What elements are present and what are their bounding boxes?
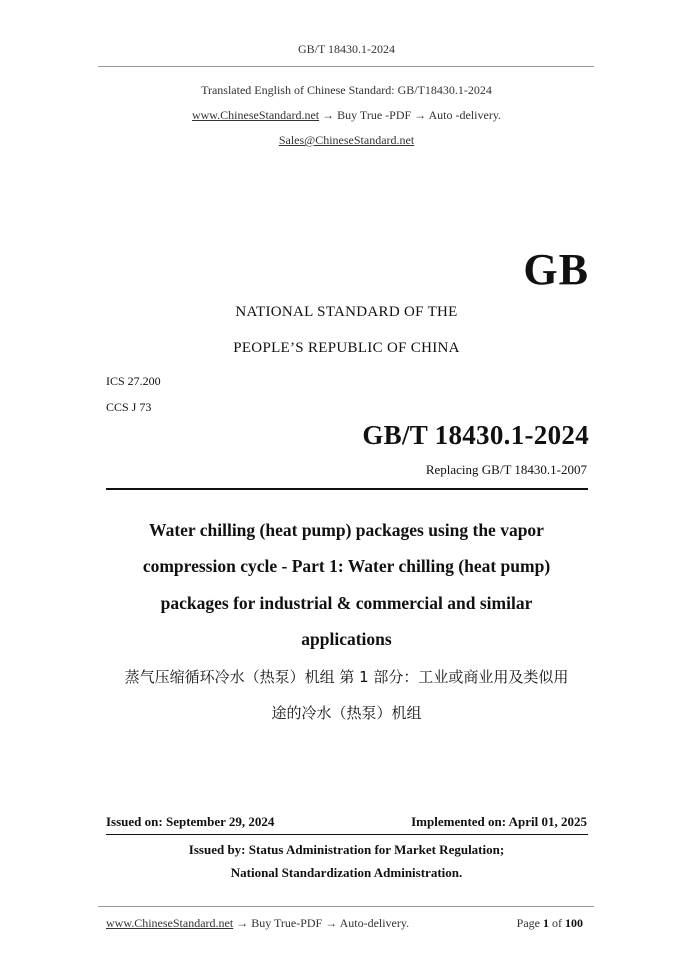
of-label: of [552,916,562,930]
issued-date: Issued on: September 29, 2024 [106,814,275,829]
chinese-title-line-1: 蒸气压缩循环冷水（热泵）机组 第 1 部分：工业或商业用及类似用 [124,668,569,686]
title-line-1: Water chilling (heat pump) packages using the vapor [149,520,544,540]
purchase-notice [0,108,693,123]
title-divider [106,488,588,490]
footer-divider [98,906,594,907]
ics-code: ICS 27.200 [106,374,161,388]
chinese-title-line-2: 途的冷水（热泵）机组 [271,704,422,722]
national-standard-line1: NATIONAL STANDARD OF THE [235,304,458,320]
standard-number: GB/T 18430.1-2024 [362,420,589,450]
header-divider [98,66,594,67]
footer-purchase-text: → Buy True-PDF → Auto-delivery. [236,916,410,930]
site-link[interactable]: www.ChineseStandard.net [191,108,320,122]
purchase-notice-text: → Buy True -PDF → Auto -delivery. [322,108,502,122]
page-indicator [517,916,583,931]
page-number: 1 [543,916,549,930]
dates-divider [106,834,588,835]
gb-logo: GB [523,245,589,294]
sales-email-link[interactable]: Sales@ChineseStandard.net [278,133,415,147]
ccs-code: CCS J 73 [106,400,152,414]
title-line-2: compression cycle - Part 1: Water chilling (heat pump) [142,556,551,576]
footer-purchase-line [106,916,409,931]
implemented-date: Implemented on: April 01, 2025 [411,814,587,829]
translation-notice: Translated English of Chinese Standard: GB/T18430.1-2024 [201,83,492,97]
issued-by-line2: National Standardization Administration. [230,865,463,880]
issued-by-line1: Issued by: Status Administration for Market Regulation; [188,842,505,857]
title-line-3: packages for industrial & commercial and similar [160,593,533,613]
page-total: 100 [565,916,583,930]
running-header: GB/T 18430.1-2024 [297,42,396,56]
replacing-note: Replacing GB/T 18430.1-2007 [425,462,587,477]
footer-site-link[interactable]: www.ChineseStandard.net [106,916,234,930]
title-line-4: applications [301,629,392,649]
page-label: Page [516,916,540,930]
national-standard-line2: PEOPLE’S REPUBLIC OF CHINA [233,340,460,356]
email-line [0,133,693,148]
